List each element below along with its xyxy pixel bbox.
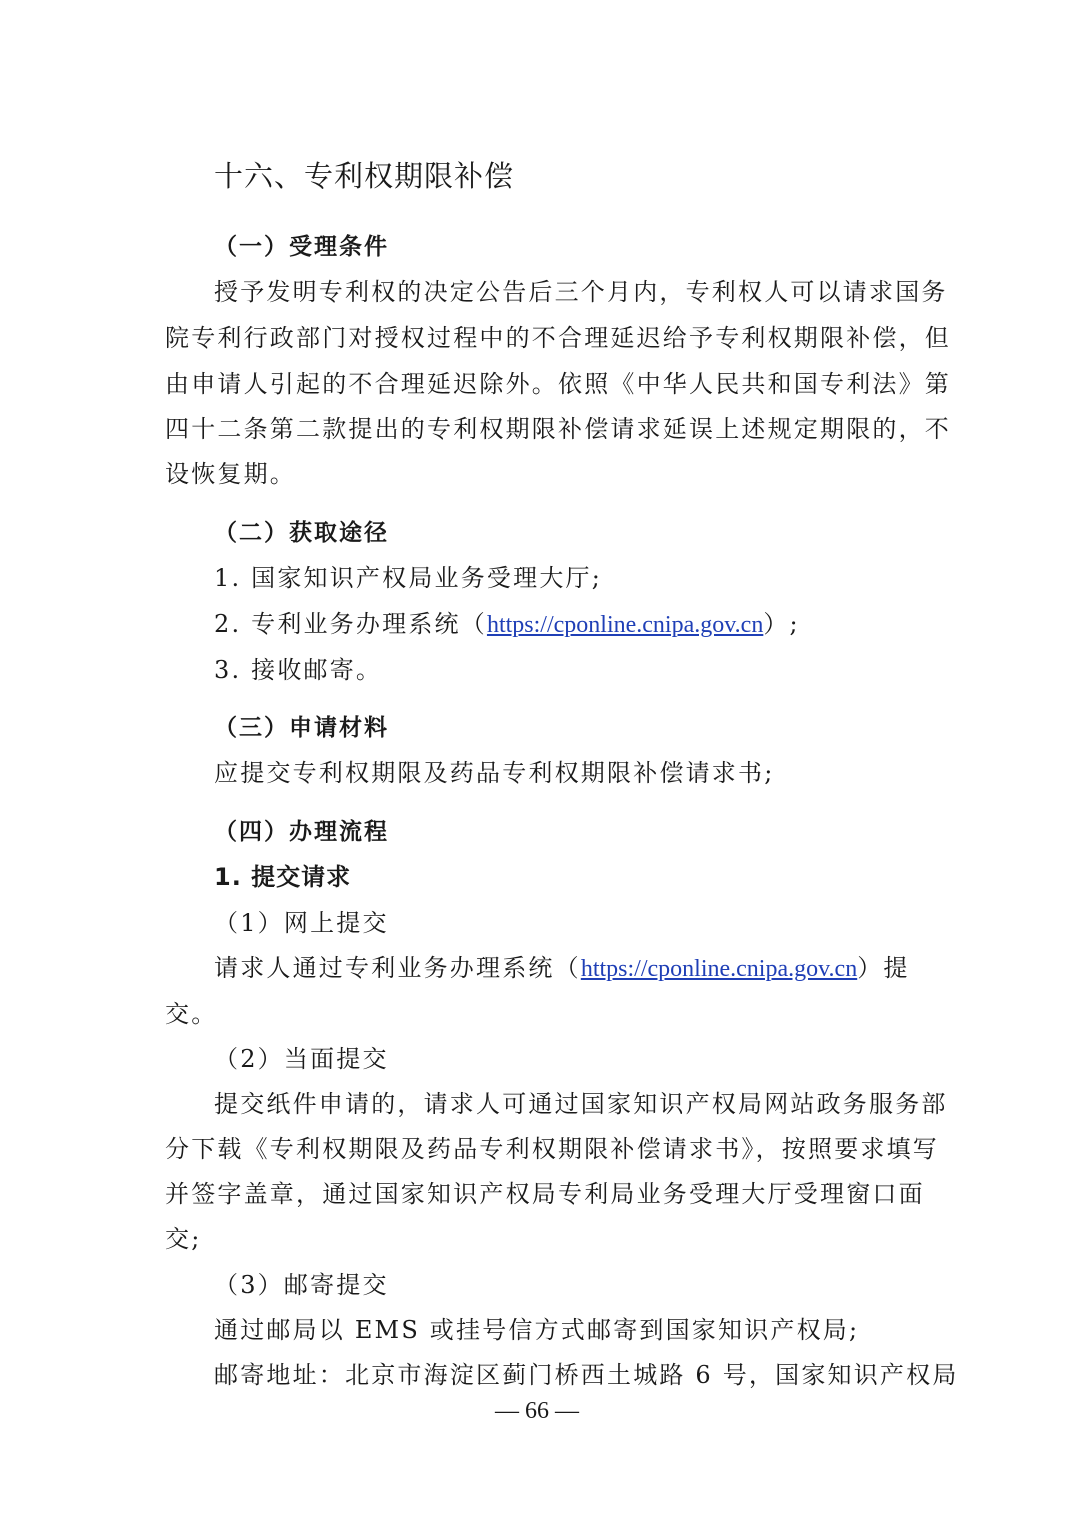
paragraph-line: 授予发明专利权的决定公告后三个月内，专利权人可以请求国务 [214, 278, 948, 306]
paragraph-line: 请求人通过专利业务办理系统（https://cponline.cnipa.gov.cn）提 [214, 954, 910, 982]
paragraph-line: 设恢复期。 [165, 460, 296, 488]
paragraph-line: 交。 [165, 1000, 218, 1028]
sub-step-label: （1）网上提交 [214, 909, 389, 937]
paragraph-line: 应提交专利权期限及药品专利权期限补偿请求书; [214, 759, 775, 787]
page-title: 十六、专利权期限补偿 [214, 159, 515, 193]
paragraph-line: 由申请人引起的不合理延迟除外。依照《中华人民共和国专利法》第 [165, 370, 951, 398]
paragraph-line: 并签字盖章，通过国家知识产权局专利局业务受理大厅受理窗口面 [165, 1180, 925, 1208]
section-heading-access-channels: （二）获取途径 [214, 520, 389, 546]
section-heading-procedure: （四）办理流程 [214, 819, 389, 845]
section-heading-acceptance-conditions: （一）受理条件 [214, 234, 389, 260]
sub-step-label: （2）当面提交 [214, 1045, 389, 1073]
list-item: 3. 接收邮寄。 [214, 656, 383, 684]
step-heading: 1. 提交请求 [214, 863, 352, 891]
section-heading-application-materials: （三）申请材料 [214, 715, 389, 741]
paragraph-line: 通过邮局以 EMS 或挂号信方式邮寄到国家知识产权局; [214, 1316, 860, 1344]
paragraph-line: 提交纸件申请的，请求人可通过国家知识产权局网站政务服务部 [214, 1090, 948, 1118]
paragraph-line: 院专利行政部门对授权过程中的不合理延迟给予专利权期限补偿，但 [165, 324, 951, 352]
sub-step-label: （3）邮寄提交 [214, 1271, 389, 1299]
paragraph-line: 交; [165, 1225, 202, 1253]
paragraph-line: 四十二条第二款提出的专利权期限补偿请求延误上述规定期限的，不 [165, 415, 951, 443]
paragraph-line: 分下载《专利权期限及药品专利权期限补偿请求书》，按照要求填写 [165, 1135, 939, 1163]
mailing-address: 邮寄地址：北京市海淀区蓟门桥西土城路 6 号，国家知识产权局 [214, 1361, 959, 1389]
list-item: 2. 专利业务办理系统（https://cponline.cnipa.gov.cn）; [214, 610, 800, 638]
list-item: 1. 国家知识产权局业务受理大厅; [214, 564, 603, 592]
cponline-link[interactable]: https://cponline.cnipa.gov.cn [580, 956, 858, 982]
cponline-link[interactable]: https://cponline.cnipa.gov.cn [486, 612, 764, 638]
page-number: — 66 — [495, 1398, 579, 1424]
